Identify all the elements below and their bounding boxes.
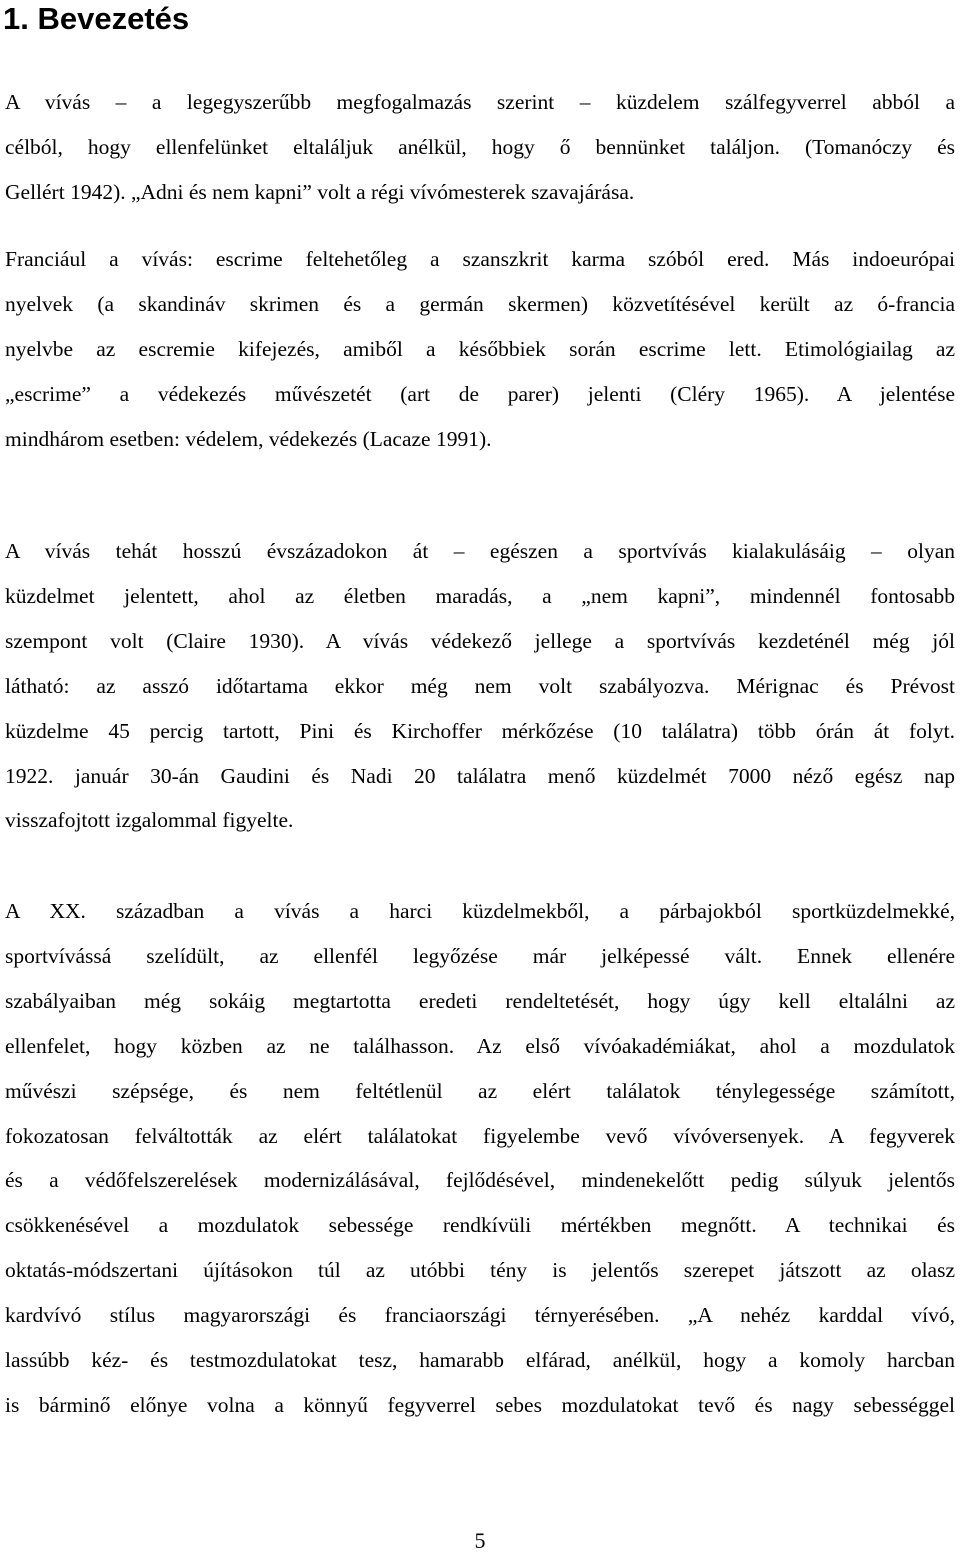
paragraph-twentieth-century	[5, 889, 955, 1428]
text-line: fokozatosan felváltották az elért találatokat figyelembe vevő vívóversenyek. A fegyverek	[5, 1123, 955, 1148]
text-line: oktatás-módszertani újításokon túl az utóbbi tény is jelentős szerepet játszott az olasz	[5, 1258, 955, 1283]
section-heading: 1. Bevezetés	[3, 1, 190, 36]
text-line: és a védőfelszerelések modernizálásával, fejlődésével, mindenekelőtt pedig súlyuk jelentős	[5, 1168, 955, 1193]
text-line: nyelvek (a skandináv skrimen és a germán skermen) közvetítésével került az ó-francia	[5, 291, 955, 316]
text-line: művészi szépsége, és nem feltétlenül az elért találatok ténylegessége számított,	[5, 1078, 955, 1103]
paragraph-etymology	[5, 237, 955, 462]
text-line: Franciául a vívás: escrime feltehetőleg a szanszkrit karma szóból ered. Más indoeurópai	[5, 247, 955, 271]
text-line: szempont volt (Claire 1930). A vívás védekező jellege a sportvívás kezdeténél még jól	[5, 628, 955, 653]
text-line: küzdelmet jelentett, ahol az életben maradás, a „nem kapni”, mindennél fontosabb	[5, 583, 955, 608]
text-line: „escrime” a védekezés művészetét (art de parer) jelenti (Cléry 1965). A jelentése	[5, 381, 955, 406]
text-line: 1922. január 30-án Gaudini és Nadi 20 találatra menő küzdelmét 7000 néző egész nap	[5, 763, 955, 788]
text-line: A vívás – a legegyszerűbb megfogalmazás szerint – küzdelem szálfegyverrel abból a	[5, 90, 955, 114]
text-line: mindhárom esetben: védelem, védekezés (Lacaze 1991).	[5, 426, 492, 451]
text-line: Gellért 1942). „Adni és nem kapni” volt a régi vívómesterek szavajárása.	[5, 179, 635, 204]
text-line: A vívás tehát hosszú évszázadokon át – egészen a sportvívás kialakulásáig – olyan	[5, 539, 955, 563]
text-line: kardvívó stílus magyarországi és franciaországi térnyerésében. „A nehéz karddal vívó,	[5, 1303, 955, 1328]
text-line: lassúbb kéz- és testmozdulatokat tesz, hamarabb elfárad, anélkül, hogy a komoly harcban	[5, 1348, 955, 1373]
text-line: ellenfelet, hogy közben az ne találhasson. Az első vívóakadémiákat, ahol a mozdulatok	[5, 1033, 955, 1058]
text-line: A XX. században a vívás a harci küzdelmekből, a párbajokból sportküzdelmekké,	[5, 899, 955, 923]
paragraph-history	[5, 529, 955, 843]
paragraph-definition	[5, 80, 955, 215]
text-line: is bárminő előnye volna a könnyű fegyverrel sebes mozdulatokat tevő és nagy sebességgel	[5, 1392, 955, 1417]
text-line: szabályaiban még sokáig megtartotta eredeti rendeltetését, hogy úgy kell eltalálni az	[5, 988, 955, 1013]
text-line: küzdelme 45 percig tartott, Pini és Kirchoffer mérkőzése (10 találatra) több órán át folyt.	[5, 718, 955, 743]
text-line: nyelvbe az escremie kifejezés, amiből a későbbiek során escrime lett. Etimológiailag az	[5, 336, 955, 361]
text-line: látható: az asszó időtartama ekkor még nem volt szabályozva. Mérignac és Prévost	[5, 673, 955, 698]
text-line: visszafojtott izgalommal figyelte.	[5, 808, 294, 833]
text-line: célból, hogy ellenfelünket eltaláljuk anélkül, hogy ő bennünket találjon. (Tomanóczy és	[5, 134, 955, 159]
page-number: 5	[474, 1528, 486, 1553]
text-line: csökkenésével a mozdulatok sebessége rendkívüli mértékben megnőtt. A technikai és	[5, 1213, 955, 1238]
text-line: sportvívássá szelídült, az ellenfél legyőzése már jelképessé vált. Ennek ellenére	[5, 943, 955, 968]
